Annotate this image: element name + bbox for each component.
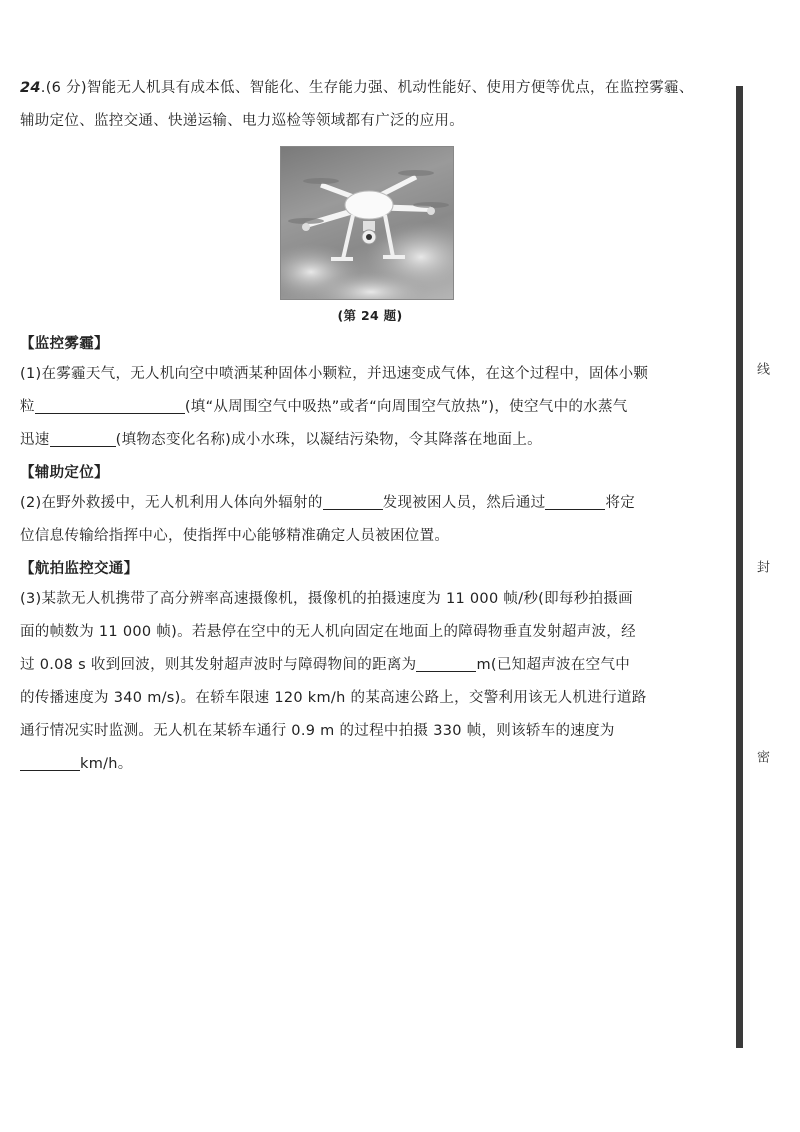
s1-line2 (20, 391, 720, 424)
answer-blank-2[interactable] (50, 428, 116, 447)
s2-line1 (20, 487, 720, 520)
s2-line2: 位信息传输给指挥中心，使指挥中心能够精准确定人员被困位置。 (20, 528, 450, 544)
question-intro-line1 (20, 72, 720, 105)
s1-line2-b: (填“从周围空气中吸热”或者“向周围空气放热”)，使空气中的水蒸气 (184, 399, 628, 415)
s3-line2: 面的帧数为 11 000 帧)。若悬停在空中的无人机向固定在地面上的障碍物垂直发射超声波，经 (20, 624, 636, 640)
section-heading-traffic: 【航拍监控交通】 (20, 561, 139, 577)
s2-line1-a: (2)在野外救援中，无人机利用人体向外辐射的 (20, 495, 323, 511)
s1-line2-a: 粒 (20, 399, 35, 415)
s3-line3-a: 过 0.08 s 收到回波，则其发射超声波时与障碍物间的距离为 (20, 657, 417, 673)
question-content (20, 72, 720, 781)
s2-line1-c: 将定 (605, 495, 636, 511)
question-intro-line2: 辅助定位、监控交通、快递运输、电力巡检等领域都有广泛的应用。 (20, 113, 464, 129)
drone-illustration (281, 147, 453, 299)
s1-line3 (20, 424, 720, 457)
section-heading-positioning: 【辅助定位】 (20, 465, 109, 481)
binding-margin-bar (736, 86, 743, 1048)
s3-line3 (20, 649, 720, 682)
question-number: 24 (20, 80, 41, 96)
answer-blank-6[interactable] (20, 752, 80, 771)
section-heading-haze: 【监控雾霾】 (20, 336, 109, 352)
answer-blank-3[interactable] (323, 491, 383, 510)
s3-line6 (20, 748, 720, 781)
answer-blank-4[interactable] (545, 491, 605, 510)
s3-line1: (3)某款无人机携带了高分辨率高速摄像机，摄像机的拍摄速度为 11 000 帧/秒(即每秒拍摄画 (20, 591, 633, 607)
s1-line3-a: 迅速 (20, 432, 50, 448)
s1-line1: (1)在雾霾天气，无人机向空中喷洒某种固体小颗粒，并迅速变成气体，在这个过程中，固体小颗 (20, 366, 649, 382)
margin-mark-line: 线 (754, 362, 769, 375)
answer-blank-5[interactable] (416, 653, 476, 672)
answer-blank-1[interactable] (35, 395, 185, 414)
s3-line3-b: m(已知超声波在空气中 (476, 657, 631, 673)
margin-mark-seal: 封 (754, 560, 769, 573)
question-intro-text1: .(6 分)智能无人机具有成本低、智能化、生存能力强、机动性能好、使用方便等优点，在监控雾霾、 (40, 80, 694, 96)
s3-line4: 的传播速度为 340 m/s)。在轿车限速 120 km/h 的某高速公路上，交警利用该无人机进行道路 (20, 690, 647, 706)
s3-line5: 通行情况实时监测。无人机在某轿车通行 0.9 m 的过程中拍摄 330 帧，则该轿车的速度为 (20, 723, 615, 739)
s1-line3-b: (填物态变化名称)成小水珠，以凝结污染物，令其降落在地面上。 (115, 432, 542, 448)
figure-caption: (第 24 题) (337, 308, 403, 323)
s3-line6-text: km/h。 (80, 756, 133, 772)
s2-line1-b: 发现被困人员，然后通过 (382, 495, 546, 511)
margin-mark-secret: 密 (754, 750, 769, 763)
drone-photo (280, 146, 454, 300)
